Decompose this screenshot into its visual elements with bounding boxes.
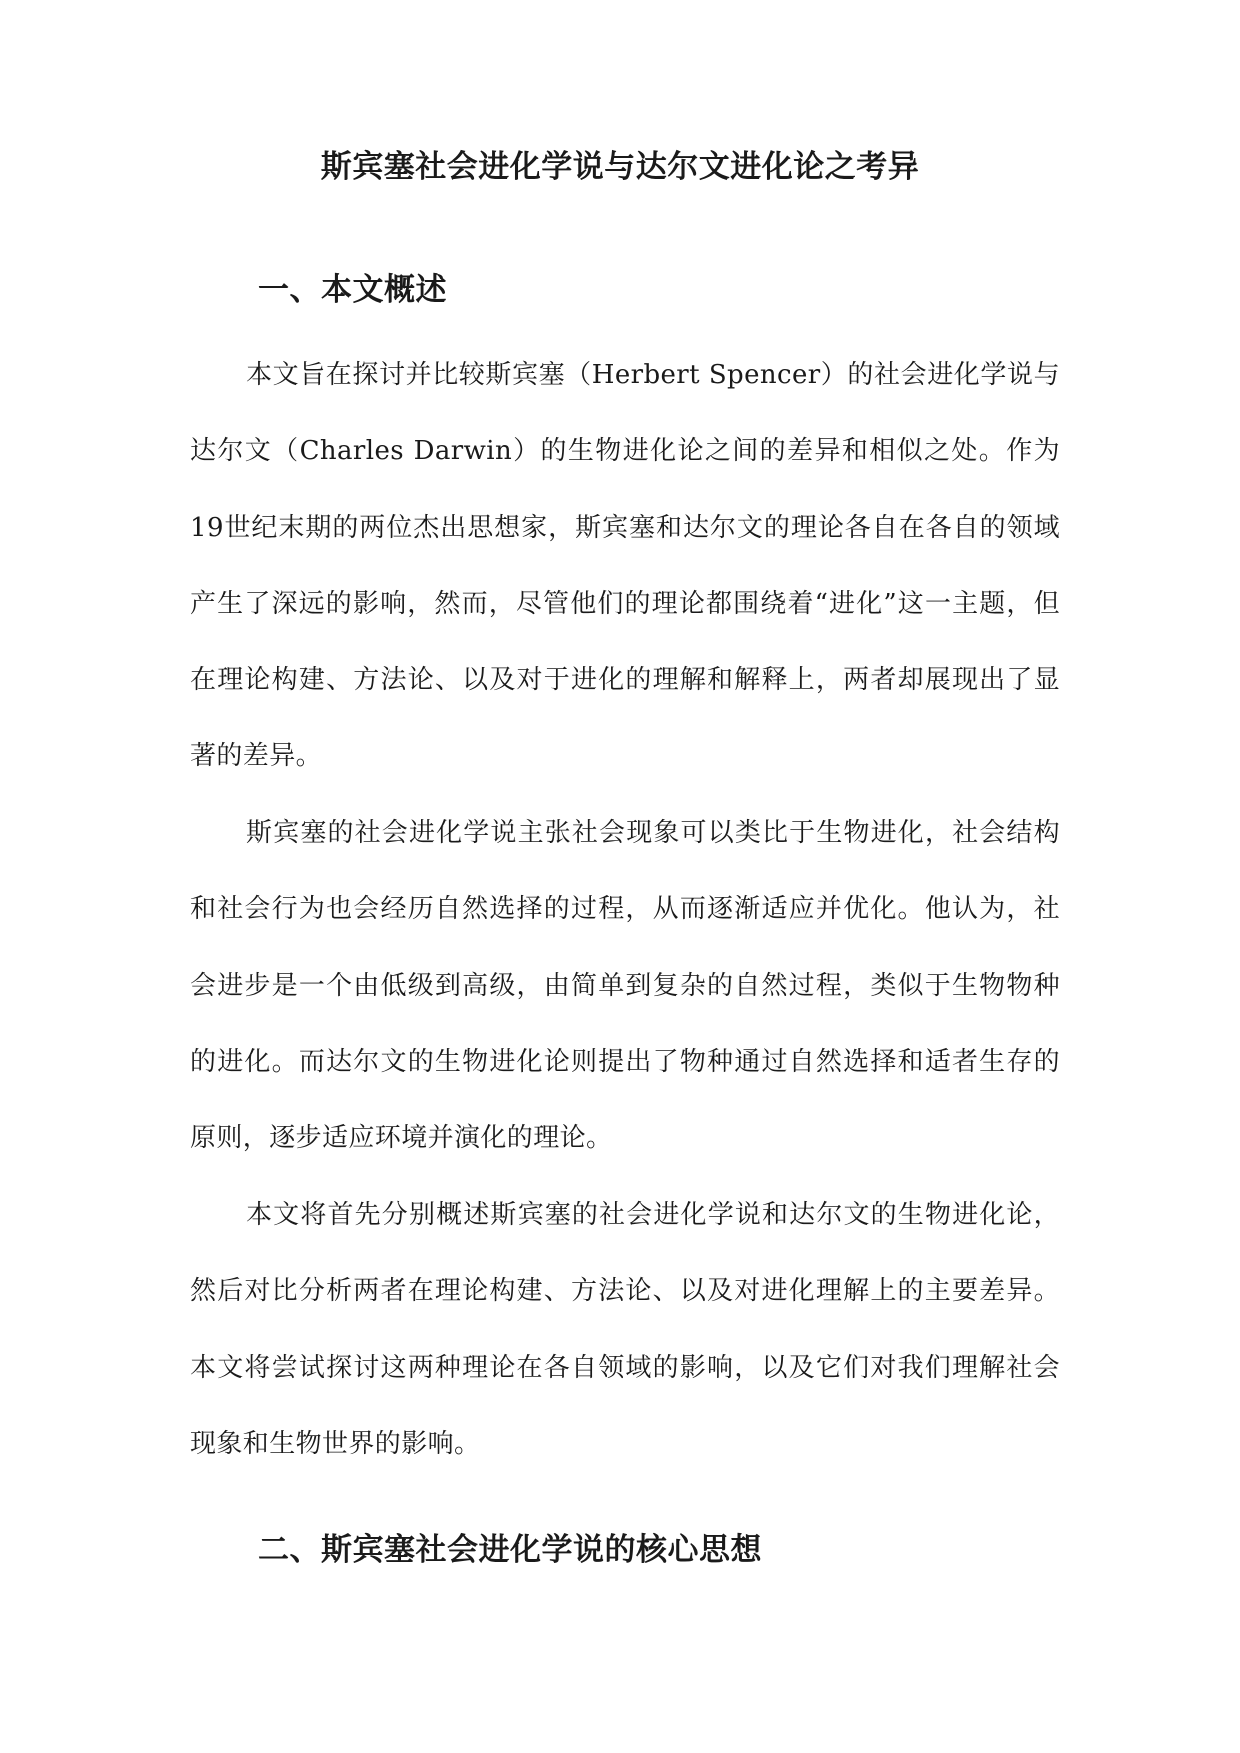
paragraph-overview-3: 本文将首先分别概述斯宾塞的社会进化学说和达尔文的生物进化论，然后对比分析两者在理论构建、方法论、以及对进化理解上的主要差异。本文将尝试探讨这两种理论在各自领域的影响，以及它们对我们理解社会现象和生物世界的影响。	[190, 1200, 1060, 1459]
paragraph-overview-1: 本文旨在探讨并比较斯宾塞（Herbert Spencer）的社会进化学说与达尔文（Charles Darwin）的生物进化论之间的差异和相似之处。作为19世纪末期的两位杰出思想家，斯宾塞和达尔文的理论各自在各自的领域产生了深远的影响，然而，尽管他们的理论都围绕着“进化”这一主题，但在理论构建、方法论、以及对于进化的理解和解释上，两者却展现出了显著的差异。	[190, 360, 1060, 772]
document-title: 斯宾塞社会进化学说与达尔文进化论之考异	[320, 149, 920, 185]
section-heading-overview: 一、本文概述	[258, 272, 447, 308]
section-heading-spencer-core: 二、斯宾塞社会进化学说的核心思想	[258, 1532, 762, 1568]
paragraph-overview-2: 斯宾塞的社会进化学说主张社会现象可以类比于生物进化，社会结构和社会行为也会经历自然选择的过程，从而逐渐适应并优化。他认为，社会进步是一个由低级到高级，由简单到复杂的自然过程，类似于生物物种的进化。而达尔文的生物进化论则提出了物种通过自然选择和适者生存的原则，逐步适应环境并演化的理论。	[190, 818, 1060, 1154]
